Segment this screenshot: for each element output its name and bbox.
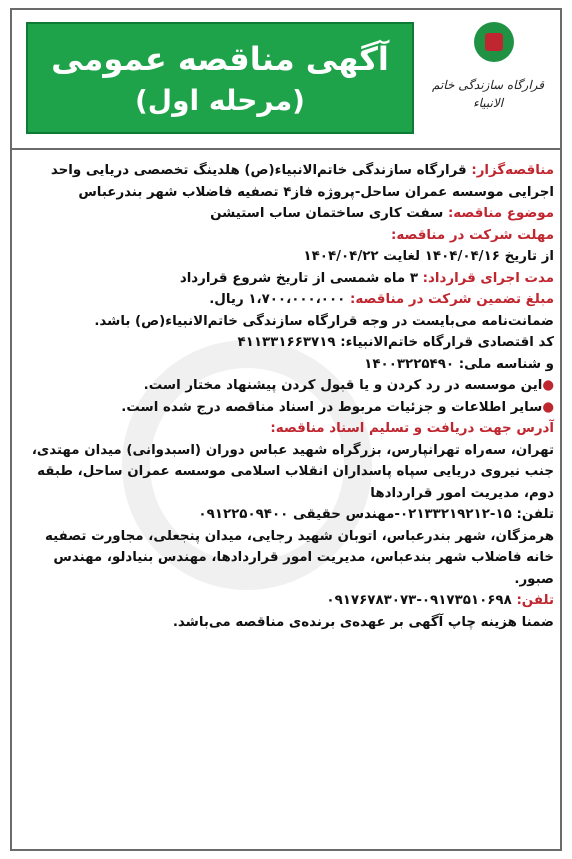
phone2-label: تلفن: [516, 593, 554, 608]
tender-notice [10, 8, 562, 851]
subject [20, 203, 554, 225]
title-banner [26, 22, 414, 134]
guarantee-note: ضمانت‌نامه می‌بایست در وجه قرارگاه سازندگی خاتم‌الانبیاء(ص) باشد. [94, 313, 554, 329]
address-tehran: تهران، سه‌راه تهرانپارس، بزرگراه شهید عباس دوران (اسبدوانی) میدان مهتدی، جنب نیروی دریایی سپاه پاسداران انقلاب اسلامی موسسه عمران ساحل، طبقه دوم، مدیریت امور قراردادها [31, 442, 554, 501]
header [12, 10, 560, 150]
phone-hormozgan [20, 590, 554, 612]
bullet-icon: ● [542, 399, 554, 415]
guarantee [20, 289, 554, 311]
subject-text: سفت کاری ساختمان ساب استیشن [210, 206, 444, 221]
tenderer-text: قرارگاه سازندگی خاتم‌الانبیاء(ص) هلدینگ تخصصی دریایی واحد اجرایی موسسه عمران ساحل-پروژه فاز۴ تصفیه فاضلاب شهر بندرعباس [50, 163, 554, 200]
bullet-item: ●سایر اطلاعات و جزئیات مربوط در اسناد مناقصه درج شده است. [121, 399, 554, 415]
guarantee-label: مبلغ تضمین شرکت در مناقصه: [350, 292, 554, 307]
emblem-icon [474, 22, 514, 62]
bullet-icon: ● [542, 378, 554, 393]
address-hormozgan: هرمزگان، شهر بندرعباس، اتوبان شهید رجایی، میدان پنجعلی، مجاورت تصفیه خانه فاضلاب شهر بندعباس، مدیریت امور قراردادها، مهندس بنیادلو، مهندس صبور. [45, 528, 554, 587]
duration [20, 268, 554, 290]
tenderer [20, 160, 554, 203]
duration-label: مدت اجرای قرارداد: [422, 270, 554, 286]
logo-text: قرارگاه سازندگی خاتم الانبیاء [431, 78, 545, 110]
deadline-text: از تاریخ ۱۴۰۴/۰۴/۱۶ لغایت ۱۴۰۴/۰۴/۲۲ [303, 249, 554, 264]
footer-note: ضمنا هزینه چاپ آگهی بر عهده‌ی برنده‌ی مناقصه می‌باشد. [172, 614, 554, 630]
bullet-item: ●این موسسه در رد کردن و یا قبول کردن پیشنهاد مختار است. [143, 378, 554, 393]
tenderer-label: مناقصه‌گزار: [471, 163, 554, 178]
guarantee-text: ۱،۷۰۰،۰۰۰،۰۰۰ ریال. [209, 292, 346, 307]
subject-label: موضوع مناقصه: [447, 206, 554, 221]
national-id: و شناسه ملی: ۱۴۰۰۳۲۲۵۴۹۰ [364, 356, 554, 372]
economic-code: کد اقتصادی قرارگاه خاتم‌الانبیاء: ۴۱۱۳۳۱۶۶۳۷۱۹ [237, 335, 554, 350]
phone2-text: ۰۹۱۷۳۵۱۰۶۹۸-۰۹۱۷۶۷۸۳۰۷۳ [326, 593, 512, 608]
deadline-label: مهلت شرکت در مناقصه: [390, 227, 554, 243]
duration-text: ۳ ماه شمسی از تاریخ شروع قرارداد [179, 270, 418, 286]
phone-tehran: تلفن: ۱۵-۰۲۱۳۳۲۱۹۲۱۲-مهندس حقیقی ۰۹۱۲۲۵۰۹۴۰۰ [198, 507, 554, 522]
notice-body [20, 160, 554, 633]
notice-title: آگهی مناقصه عمومی [51, 39, 389, 78]
organization-logo [426, 22, 550, 134]
notice-subtitle: (مرحله اول) [135, 83, 305, 117]
address-label: آدرس جهت دریافت و تسلیم اسناد مناقصه: [270, 421, 554, 436]
